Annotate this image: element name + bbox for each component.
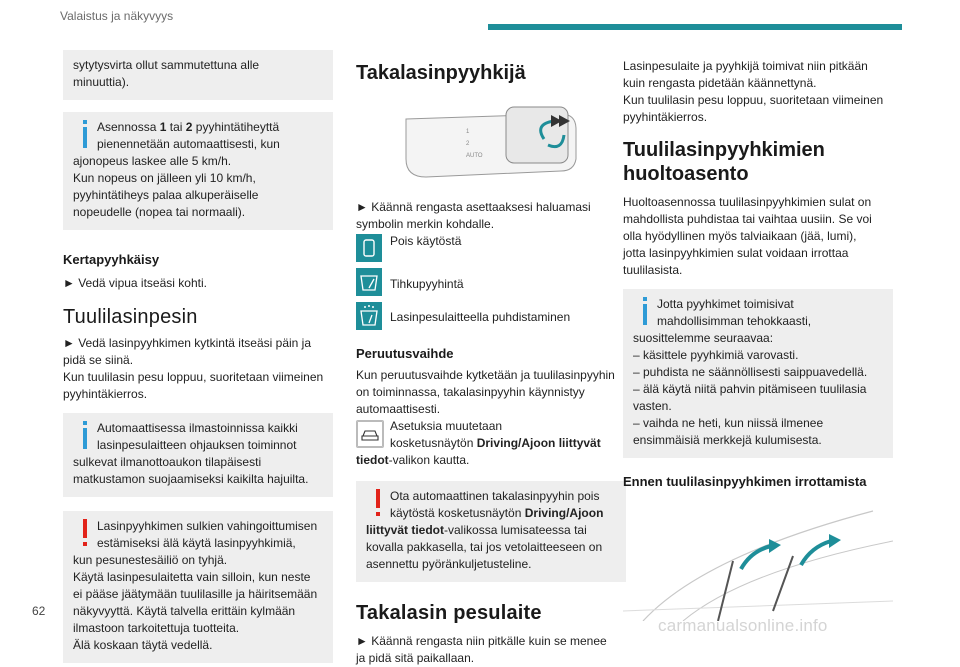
info-line: ajonopeus laskee alle 5 km/h.: [73, 154, 232, 168]
paragraph-line: kuin rengasta pidetään käännettynä.: [623, 76, 817, 90]
header-accent-bar: [488, 24, 902, 30]
warning-line: ilmastoon tarkoitettuja tuotteita.: [73, 621, 240, 635]
svg-text:AUTO: AUTO: [466, 153, 483, 159]
warning-line: Älä koskaan täytä vedellä.: [73, 638, 213, 652]
paragraph-line: automaattisesti.: [356, 402, 441, 416]
paragraph-line: symbolin merkin kohdalle.: [356, 217, 495, 231]
info-line: ensimmäisiä merkkejä kulumisesta.: [633, 433, 822, 447]
heading-takalasinpyyhkija: Takalasinpyyhkijä: [356, 62, 526, 84]
column-2: [356, 50, 626, 667]
paragraph-line: pyyhintäkierros.: [623, 110, 708, 124]
info-line: nopeudelle (nopea tai normaali).: [73, 205, 246, 219]
paragraph-line: Lasinpesulaite ja pyyhkijä toimivat niin pitkään: [623, 59, 868, 73]
svg-text:1: 1: [466, 129, 470, 135]
info-line: – älä käytä niitä pahvin pitämiseen tuulilasia: [633, 382, 867, 396]
heading-ennen-irrottamista: Ennen tuulilasinpyyhkimen irrottamista: [623, 474, 867, 489]
info-line: – puhdista ne säännöllisesti saippuavedellä.: [633, 365, 868, 379]
page-number: 62: [32, 604, 46, 618]
warning-line: Käytä lasinpesulaitetta vain silloin, kun neste: [73, 570, 311, 584]
rear-wiper-off-icon: [356, 234, 382, 262]
note-line: minuuttia).: [73, 75, 130, 89]
heading-line: huoltoasento: [623, 163, 749, 185]
paragraph-line: Kun tuulilasin pesu loppuu, suoritetaan viimeinen: [623, 93, 884, 107]
heading-huoltoasento: [623, 138, 893, 186]
heading-peruutusvaihde: Peruutusvaihde: [356, 346, 454, 361]
heading-tuulilasinpesin: Tuulilasinpesin: [63, 306, 198, 328]
heading-kertapyyhkaisy: Kertapyyhkäisy: [63, 252, 160, 267]
warning-icon: [79, 519, 91, 547]
warning-line: kovalla pakkasella, tai jos vetolaitteeseen on: [366, 540, 603, 554]
column-3: [623, 50, 893, 621]
rear-washer-icon: [356, 302, 382, 330]
warning-box: [63, 511, 333, 663]
legend-row: [356, 234, 626, 268]
paragraph-line: ja pidä sitä paikallaan.: [356, 651, 475, 665]
info-box: [623, 289, 893, 458]
info-box: [63, 413, 333, 497]
warning-icon: [372, 489, 384, 517]
car-settings-icon: [356, 420, 384, 448]
warning-line: Lasinpyyhkimen sulkien vahingoittumisen: [97, 519, 318, 533]
paragraph-line: jotta lasinpyyhkimien sulat voidaan irrottaa: [623, 246, 849, 260]
info-line: sulkevat ilmanottoaukon tilapäisesti: [73, 455, 262, 469]
legend-label: Lasinpesulaitteella puhdistaminen: [390, 310, 571, 324]
heading-takalasin-pesulaite: Takalasin pesulaite: [356, 602, 542, 624]
svg-text:2: 2: [466, 141, 470, 147]
info-line: pienennetään automaattisesti, kun: [97, 137, 280, 151]
legend-label: Pois käytöstä: [390, 234, 462, 248]
info-line: Kun nopeus on jälleen yli 10 km/h,: [73, 171, 256, 185]
windshield-wiper-illustration: [623, 501, 893, 621]
info-line: matkustamon suojaamiseksi kaikilta hajuilta.: [73, 472, 309, 486]
paragraph-line: ► Vedä lasinpyyhkimen kytkintä itseäsi päin ja: [63, 336, 312, 350]
paragraph-line: pidä se siinä.: [63, 353, 134, 367]
paragraph-line: olla hyödyllinen myös talviaikaan (jää, lumi),: [623, 229, 857, 243]
heading-line: Tuulilasinpyyhkimien: [623, 139, 825, 161]
paragraph-line: mahdollista puhdistaa tai vaihtaa uusiin. Se voi: [623, 212, 872, 226]
paragraph-line: tuulilasista.: [623, 263, 683, 277]
info-line: mahdollisimman tehokkaasti,: [657, 314, 812, 328]
info-line: Asennossa 1 tai 2 pyyhintätiheyttä: [97, 120, 280, 134]
info-line: suosittelemme seuraavaa:: [633, 331, 774, 345]
info-icon: [639, 297, 651, 325]
paragraph-line: Kun peruutusvaihde kytketään ja tuulilasinpyyhin: [356, 368, 615, 382]
info-icon: [79, 421, 91, 449]
paragraph: ► Vedä vipua itseäsi kohti.: [63, 276, 207, 290]
running-header: Valaistus ja näkyvyys: [60, 9, 174, 23]
warning-line: ei pääse jäätymään tuulilasille ja häiritsemään: [73, 587, 318, 601]
paragraph-line: Asetuksia muutetaan: [390, 419, 503, 433]
warning-line: asennettu pyöränkuljetusteline.: [366, 557, 532, 571]
paragraph-line: on toiminnassa, takalasinpyyhin käynnistyy: [356, 385, 585, 399]
warning-line: liittyvät tiedot-valikossa lumisateessa tai: [366, 523, 587, 537]
info-line: pyyhintätiheys palaa alkuperäiselle: [73, 188, 259, 202]
info-line: Jotta pyyhkimet toimisivat: [657, 297, 794, 311]
paragraph-line: pyyhintäkierros.: [63, 387, 148, 401]
warning-line: estämiseksi älä käytä lasinpyyhkimiä,: [97, 536, 296, 550]
info-line: lasinpesulaitteen ohjauksen toiminnot: [97, 438, 297, 452]
wiper-stalk-illustration: [366, 99, 596, 179]
paragraph-line: ► Käännä rengasta niin pitkälle kuin se menee: [356, 634, 607, 648]
warning-box: [356, 481, 626, 582]
warning-line: näkyvyyttä. Käytä talvella erittäin kylmään: [73, 604, 296, 618]
paragraph-line: Kun tuulilasin pesu loppuu, suoritetaan viimeinen: [63, 370, 324, 384]
paragraph-line: kosketusnäytön Driving/Ajoon liittyvät: [390, 436, 601, 450]
legend-row: [356, 302, 626, 336]
paragraph-line: ► Käännä rengasta asettaaksesi haluamasi: [356, 200, 591, 214]
legend-label: Tihkupyyhintä: [390, 277, 464, 291]
info-line: vasten.: [633, 399, 672, 413]
column-1: [63, 50, 333, 663]
info-line: – käsittele pyyhkimiä varovasti.: [633, 348, 799, 362]
watermark: carmanualsonline.info: [658, 616, 828, 635]
info-icon: [79, 120, 91, 148]
warning-line: Ota automaattinen takalasinpyyhin pois: [390, 489, 600, 503]
info-line: Automaattisessa ilmastoinnissa kaikki: [97, 421, 298, 435]
legend-row: [356, 268, 626, 302]
rear-wiper-intermittent-icon: [356, 268, 382, 296]
note-box-continued: [63, 50, 333, 100]
info-line: – vaihda ne heti, kun niissä ilmenee: [633, 416, 824, 430]
warning-line: kun pesunestesäiliö on tyhjä.: [73, 553, 228, 567]
warning-line: käytöstä kosketusnäytön Driving/Ajoon: [390, 506, 604, 520]
paragraph-line: Huoltoasennossa tuulilasinpyyhkimien sulat on: [623, 195, 872, 209]
paragraph-line: tiedot-valikon kautta.: [356, 453, 470, 467]
info-box: [63, 112, 333, 230]
note-line: sytytysvirta ollut sammutettuna alle: [73, 58, 260, 72]
